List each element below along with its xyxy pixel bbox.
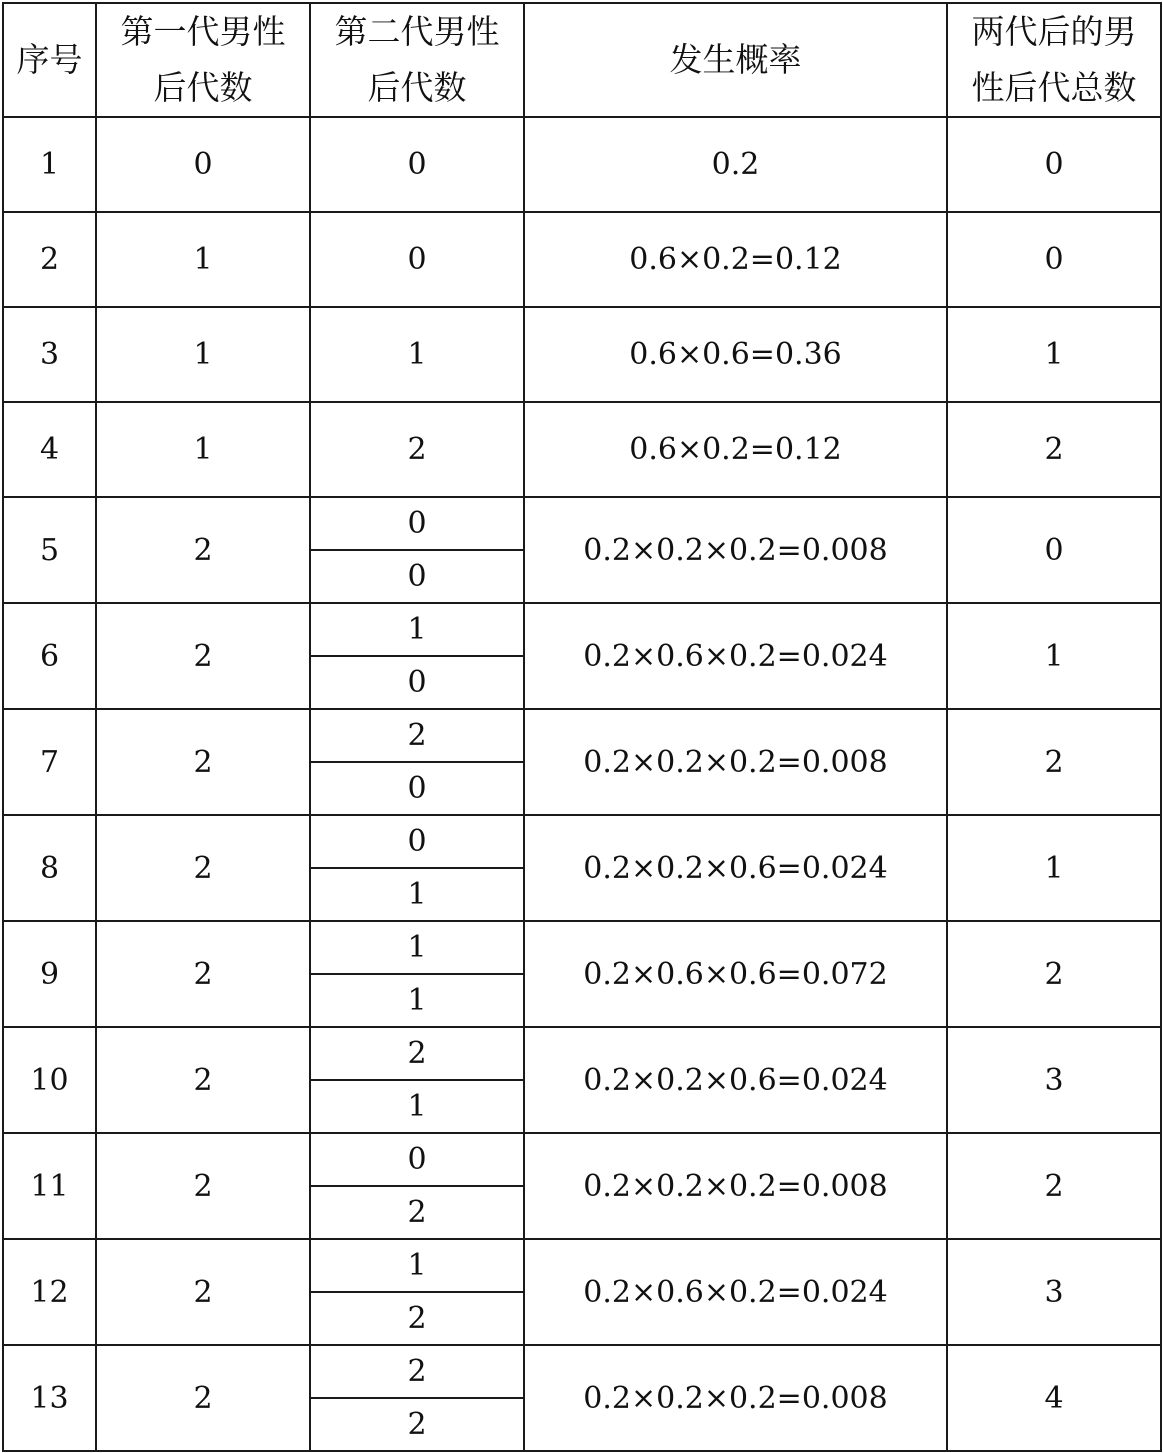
cell-gen2-first: 1	[310, 1239, 524, 1292]
cell-gen1: 2	[96, 921, 310, 1027]
cell-gen2-second: 2	[310, 1292, 524, 1345]
cell-gen2-second: 0	[310, 762, 524, 815]
cell-gen2-first: 0	[310, 497, 524, 550]
cell-gen2-first: 1	[310, 603, 524, 656]
cell-total: 3	[947, 1239, 1161, 1345]
cell-gen1: 1	[96, 307, 310, 402]
cell-gen2: 1	[310, 307, 524, 402]
cell-prob: 0.2×0.2×0.2=0.008	[524, 709, 947, 815]
cell-seq: 5	[3, 497, 96, 603]
header-prob-text: 发生概率	[669, 40, 802, 79]
cell-prob: 0.6×0.2=0.12	[524, 212, 947, 307]
cell-seq: 1	[3, 117, 96, 212]
cell-seq: 2	[3, 212, 96, 307]
header-gen2-line2: 后代数	[367, 68, 467, 107]
cell-gen2-second: 2	[310, 1398, 524, 1451]
cell-prob: 0.2×0.2×0.2=0.008	[524, 1133, 947, 1239]
cell-total: 1	[947, 307, 1161, 402]
cell-gen1: 1	[96, 212, 310, 307]
cell-prob: 0.2×0.6×0.2=0.024	[524, 1239, 947, 1345]
header-total-line2: 性后代总数	[971, 68, 1137, 107]
cell-seq: 3	[3, 307, 96, 402]
table-row	[3, 117, 1161, 212]
cell-total: 4	[947, 1345, 1161, 1451]
cell-prob: 0.2×0.2×0.6=0.024	[524, 1027, 947, 1133]
cell-gen2-second: 0	[310, 550, 524, 603]
cell-total: 1	[947, 603, 1161, 709]
cell-total: 0	[947, 212, 1161, 307]
table-row	[3, 815, 1161, 868]
cell-gen2: 2	[310, 402, 524, 497]
cell-total: 0	[947, 497, 1161, 603]
header-row	[3, 3, 1161, 117]
cell-total: 0	[947, 117, 1161, 212]
cell-prob: 0.6×0.2=0.12	[524, 402, 947, 497]
cell-seq: 6	[3, 603, 96, 709]
table-row	[3, 212, 1161, 307]
cell-prob: 0.2×0.2×0.6=0.024	[524, 815, 947, 921]
cell-gen2-second: 2	[310, 1186, 524, 1239]
cell-gen2-second: 1	[310, 1080, 524, 1133]
cell-seq: 13	[3, 1345, 96, 1451]
header-gen2-line1: 第二代男性	[334, 12, 500, 51]
cell-gen1: 2	[96, 603, 310, 709]
table-row	[3, 307, 1161, 402]
cell-gen1: 2	[96, 1239, 310, 1345]
table-row	[3, 497, 1161, 550]
header-seq	[3, 3, 96, 117]
cell-prob: 0.2×0.6×0.6=0.072	[524, 921, 947, 1027]
cell-gen2-second: 1	[310, 868, 524, 921]
table-row	[3, 603, 1161, 656]
cell-gen2-first: 2	[310, 1027, 524, 1080]
cell-seq: 9	[3, 921, 96, 1027]
header-prob	[524, 3, 947, 117]
cell-total: 3	[947, 1027, 1161, 1133]
header-gen1-line1: 第一代男性	[120, 12, 286, 51]
table-row	[3, 1133, 1161, 1186]
table-row	[3, 921, 1161, 974]
cell-total: 2	[947, 1133, 1161, 1239]
cell-prob: 0.2×0.6×0.2=0.024	[524, 603, 947, 709]
cell-gen1: 2	[96, 1133, 310, 1239]
cell-prob: 0.6×0.6=0.36	[524, 307, 947, 402]
table-row	[3, 402, 1161, 497]
cell-total: 1	[947, 815, 1161, 921]
table-row	[3, 1027, 1161, 1080]
table-row	[3, 1239, 1161, 1292]
cell-gen2-second: 1	[310, 974, 524, 1027]
header-gen1-line2: 后代数	[153, 68, 253, 107]
cell-total: 2	[947, 402, 1161, 497]
cell-seq: 11	[3, 1133, 96, 1239]
cell-seq: 8	[3, 815, 96, 921]
cell-gen2: 0	[310, 212, 524, 307]
table-row	[3, 1345, 1161, 1398]
header-seq-text: 序号	[16, 40, 83, 79]
cell-gen1: 2	[96, 709, 310, 815]
cell-seq: 4	[3, 402, 96, 497]
cell-gen1: 2	[96, 1345, 310, 1451]
cell-seq: 7	[3, 709, 96, 815]
cell-gen1: 2	[96, 815, 310, 921]
probability-table	[2, 2, 1162, 1452]
table-row	[3, 709, 1161, 762]
cell-gen1: 1	[96, 402, 310, 497]
cell-seq: 10	[3, 1027, 96, 1133]
cell-seq: 12	[3, 1239, 96, 1345]
cell-gen1: 2	[96, 497, 310, 603]
cell-gen2-first: 1	[310, 921, 524, 974]
cell-prob: 0.2×0.2×0.2=0.008	[524, 1345, 947, 1451]
cell-gen2: 0	[310, 117, 524, 212]
cell-gen1: 2	[96, 1027, 310, 1133]
cell-gen2-second: 0	[310, 656, 524, 709]
cell-gen1: 0	[96, 117, 310, 212]
cell-gen2-first: 0	[310, 1133, 524, 1186]
header-total	[947, 3, 1161, 117]
cell-gen2-first: 0	[310, 815, 524, 868]
cell-gen2-first: 2	[310, 709, 524, 762]
cell-total: 2	[947, 709, 1161, 815]
cell-total: 2	[947, 921, 1161, 1027]
header-gen1	[96, 3, 310, 117]
cell-gen2-first: 2	[310, 1345, 524, 1398]
header-total-line1: 两代后的男	[971, 12, 1137, 51]
cell-prob: 0.2	[524, 117, 947, 212]
header-gen2	[310, 3, 524, 117]
table-body	[3, 3, 1161, 1451]
cell-prob: 0.2×0.2×0.2=0.008	[524, 497, 947, 603]
